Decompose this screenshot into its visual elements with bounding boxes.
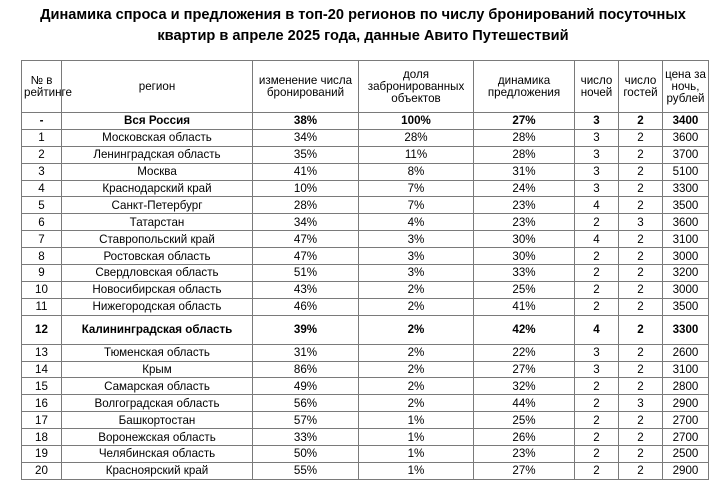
cell-booked-share: 7% [359,197,474,214]
column-header-guests: число гостей [619,61,663,113]
cell-bookings-change: 46% [253,298,359,315]
table-row [22,113,709,130]
cell-bookings-change: 34% [253,214,359,231]
column-header-region: регион [62,61,253,113]
cell-booked-share: 3% [359,265,474,282]
cell-rank: 3 [22,163,62,180]
cell-nights: 2 [575,214,619,231]
cell-guests: 2 [619,315,663,344]
cell-price: 2500 [663,446,709,463]
column-header-bookings-change: изменение числа бронирований [253,61,359,113]
table-row [22,315,709,344]
cell-nights: 2 [575,412,619,429]
cell-supply-change: 30% [474,231,575,248]
cell-supply-change: 25% [474,412,575,429]
cell-guests: 2 [619,412,663,429]
table-row [22,462,709,479]
cell-region: Калининградская область [62,315,253,344]
table-row [22,298,709,315]
cell-rank: 1 [22,129,62,146]
cell-region: Нижегородская область [62,298,253,315]
cell-supply-change: 23% [474,214,575,231]
cell-booked-share: 4% [359,214,474,231]
table-row [22,361,709,378]
cell-booked-share: 3% [359,231,474,248]
table-row [22,180,709,197]
table-row [22,265,709,282]
cell-supply-change: 23% [474,446,575,463]
cell-supply-change: 31% [474,163,575,180]
cell-booked-share: 1% [359,462,474,479]
cell-region: Тюменская область [62,344,253,361]
cell-region: Ставропольский край [62,231,253,248]
cell-booked-share: 2% [359,281,474,298]
cell-price: 2600 [663,344,709,361]
cell-rank: 7 [22,231,62,248]
cell-price: 2700 [663,412,709,429]
cell-guests: 2 [619,113,663,130]
cell-bookings-change: 49% [253,378,359,395]
cell-supply-change: 30% [474,248,575,265]
cell-region: Вся Россия [62,113,253,130]
cell-guests: 2 [619,298,663,315]
cell-region: Челябинская область [62,446,253,463]
cell-region: Московская область [62,129,253,146]
cell-region: Свердловская область [62,265,253,282]
cell-booked-share: 2% [359,298,474,315]
cell-booked-share: 2% [359,315,474,344]
table-row [22,248,709,265]
cell-bookings-change: 38% [253,113,359,130]
cell-guests: 2 [619,446,663,463]
cell-region: Татарстан [62,214,253,231]
cell-supply-change: 42% [474,315,575,344]
cell-price: 5100 [663,163,709,180]
cell-nights: 3 [575,180,619,197]
cell-price: 3000 [663,281,709,298]
cell-nights: 2 [575,265,619,282]
column-header-rank: № в рейтинге [22,61,62,113]
table-row [22,412,709,429]
cell-rank: 9 [22,265,62,282]
cell-guests: 2 [619,378,663,395]
cell-nights: 4 [575,197,619,214]
cell-region: Башкортостан [62,412,253,429]
cell-guests: 3 [619,214,663,231]
cell-guests: 2 [619,163,663,180]
cell-rank: 18 [22,429,62,446]
cell-supply-change: 44% [474,395,575,412]
table-body [22,113,709,480]
title-line-2: квартир в апреле 2025 года, данные Авито Путешествий [157,28,569,44]
cell-bookings-change: 41% [253,163,359,180]
cell-bookings-change: 51% [253,265,359,282]
cell-nights: 3 [575,361,619,378]
cell-region: Ростовская область [62,248,253,265]
table-row [22,146,709,163]
cell-region: Самарская область [62,378,253,395]
cell-booked-share: 2% [359,395,474,412]
cell-price: 3600 [663,129,709,146]
cell-rank: - [22,113,62,130]
cell-bookings-change: 47% [253,231,359,248]
cell-region: Новосибирская область [62,281,253,298]
cell-supply-change: 28% [474,129,575,146]
cell-bookings-change: 57% [253,412,359,429]
cell-rank: 11 [22,298,62,315]
cell-bookings-change: 43% [253,281,359,298]
cell-region: Ленинградская область [62,146,253,163]
column-header-price: цена за ночь, рублей [663,61,709,113]
cell-guests: 2 [619,361,663,378]
cell-rank: 6 [22,214,62,231]
cell-supply-change: 27% [474,361,575,378]
cell-supply-change: 25% [474,281,575,298]
cell-nights: 2 [575,395,619,412]
column-header-booked-share: доля забронированных объектов [359,61,474,113]
cell-booked-share: 1% [359,429,474,446]
cell-region: Краснодарский край [62,180,253,197]
cell-supply-change: 22% [474,344,575,361]
cell-bookings-change: 10% [253,180,359,197]
cell-rank: 15 [22,378,62,395]
page-title [0,5,726,47]
cell-bookings-change: 31% [253,344,359,361]
cell-booked-share: 11% [359,146,474,163]
cell-nights: 2 [575,298,619,315]
cell-nights: 2 [575,378,619,395]
cell-booked-share: 1% [359,446,474,463]
cell-guests: 3 [619,395,663,412]
cell-price: 3000 [663,248,709,265]
cell-price: 3700 [663,146,709,163]
table-row [22,281,709,298]
cell-bookings-change: 39% [253,315,359,344]
cell-guests: 2 [619,146,663,163]
cell-region: Красноярский край [62,462,253,479]
table-row [22,197,709,214]
cell-guests: 2 [619,429,663,446]
cell-price: 3100 [663,361,709,378]
table-row [22,163,709,180]
cell-booked-share: 2% [359,344,474,361]
cell-bookings-change: 86% [253,361,359,378]
cell-region: Санкт-Петербург [62,197,253,214]
column-header-nights: число ночей [575,61,619,113]
cell-nights: 4 [575,231,619,248]
cell-guests: 2 [619,344,663,361]
cell-rank: 5 [22,197,62,214]
cell-price: 3300 [663,180,709,197]
cell-supply-change: 27% [474,113,575,130]
table-row [22,214,709,231]
cell-price: 2800 [663,378,709,395]
cell-guests: 2 [619,281,663,298]
cell-bookings-change: 33% [253,429,359,446]
cell-bookings-change: 28% [253,197,359,214]
cell-region: Москва [62,163,253,180]
cell-guests: 2 [619,265,663,282]
cell-price: 3500 [663,298,709,315]
cell-booked-share: 8% [359,163,474,180]
cell-guests: 2 [619,248,663,265]
cell-bookings-change: 56% [253,395,359,412]
table-row [22,378,709,395]
cell-price: 3100 [663,231,709,248]
cell-supply-change: 28% [474,146,575,163]
cell-supply-change: 26% [474,429,575,446]
cell-rank: 2 [22,146,62,163]
cell-nights: 2 [575,248,619,265]
cell-rank: 8 [22,248,62,265]
cell-booked-share: 1% [359,412,474,429]
cell-price: 3200 [663,265,709,282]
cell-booked-share: 2% [359,378,474,395]
table-row [22,446,709,463]
cell-rank: 12 [22,315,62,344]
cell-supply-change: 23% [474,197,575,214]
cell-bookings-change: 35% [253,146,359,163]
cell-nights: 2 [575,281,619,298]
cell-supply-change: 33% [474,265,575,282]
cell-bookings-change: 55% [253,462,359,479]
cell-region: Воронежская область [62,429,253,446]
cell-guests: 2 [619,231,663,248]
cell-price: 3300 [663,315,709,344]
cell-nights: 3 [575,129,619,146]
cell-guests: 2 [619,129,663,146]
cell-booked-share: 7% [359,180,474,197]
column-header-supply-change: динамика предложения [474,61,575,113]
cell-supply-change: 27% [474,462,575,479]
cell-price: 2700 [663,429,709,446]
regions-table [21,60,709,480]
cell-guests: 2 [619,197,663,214]
table-row [22,129,709,146]
table-header-row [22,61,709,113]
cell-price: 3500 [663,197,709,214]
cell-rank: 13 [22,344,62,361]
cell-rank: 17 [22,412,62,429]
cell-bookings-change: 34% [253,129,359,146]
cell-booked-share: 3% [359,248,474,265]
cell-rank: 19 [22,446,62,463]
cell-bookings-change: 47% [253,248,359,265]
cell-booked-share: 2% [359,361,474,378]
cell-supply-change: 24% [474,180,575,197]
cell-nights: 3 [575,163,619,180]
cell-nights: 2 [575,429,619,446]
cell-nights: 3 [575,146,619,163]
cell-price: 3600 [663,214,709,231]
table-row [22,344,709,361]
cell-nights: 2 [575,446,619,463]
cell-nights: 3 [575,344,619,361]
cell-booked-share: 100% [359,113,474,130]
cell-rank: 14 [22,361,62,378]
table-row [22,395,709,412]
title-line-1: Динамика спроса и предложения в топ-20 регионов по числу бронирований посуточных [40,7,686,23]
cell-price: 3400 [663,113,709,130]
cell-nights: 3 [575,113,619,130]
cell-guests: 2 [619,462,663,479]
cell-nights: 4 [575,315,619,344]
cell-region: Крым [62,361,253,378]
cell-supply-change: 41% [474,298,575,315]
cell-price: 2900 [663,462,709,479]
cell-rank: 10 [22,281,62,298]
table-row [22,231,709,248]
cell-supply-change: 32% [474,378,575,395]
cell-bookings-change: 50% [253,446,359,463]
cell-booked-share: 28% [359,129,474,146]
cell-guests: 2 [619,180,663,197]
cell-region: Волгоградская область [62,395,253,412]
cell-rank: 16 [22,395,62,412]
table-row [22,429,709,446]
cell-price: 2900 [663,395,709,412]
cell-rank: 20 [22,462,62,479]
cell-rank: 4 [22,180,62,197]
cell-nights: 2 [575,462,619,479]
